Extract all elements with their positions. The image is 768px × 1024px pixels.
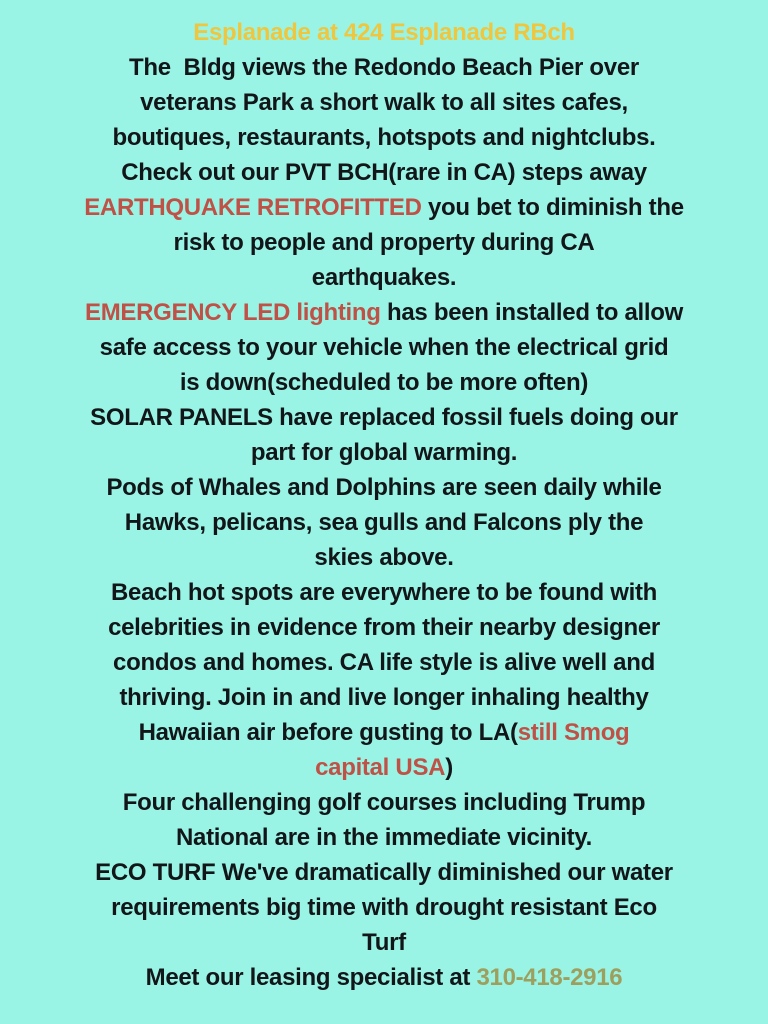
text-segment: Pods of Whales and Dolphins are seen daily while	[106, 474, 662, 501]
flyer-line-22	[22, 750, 746, 785]
flyer-title	[22, 15, 746, 50]
text-segment: risk to people and property during CA	[173, 229, 595, 256]
text-segment: has been installed to allow	[380, 299, 683, 326]
text-segment: you bet to diminish the	[421, 194, 684, 221]
flyer-line-13	[22, 435, 746, 470]
flyer-line-9	[22, 295, 746, 330]
text-segment: condos and homes. CA life style is alive well and	[113, 649, 655, 676]
flyer-line-3	[22, 85, 746, 120]
flyer-line-15	[22, 505, 746, 540]
flyer-line-8	[22, 260, 746, 295]
text-segment: Hawaiian air before gusting to LA(	[138, 719, 518, 746]
text-segment: skies above.	[314, 544, 454, 571]
flyer-line-10	[22, 330, 746, 365]
flyer-line-12	[22, 400, 746, 435]
text-segment: Four challenging golf courses including Trump	[122, 789, 646, 816]
flyer-line-19	[22, 645, 746, 680]
flyer-line-26	[22, 890, 746, 925]
flyer-line-11	[22, 365, 746, 400]
text-segment: boutiques, restaurants, hotspots and nightclubs.	[112, 124, 656, 151]
text-segment: requirements big time with drought resistant Eco	[111, 894, 657, 921]
text-segment: thriving. Join in and live longer inhaling healthy	[119, 684, 649, 711]
flyer-line-17	[22, 575, 746, 610]
flyer-line-6	[22, 190, 746, 225]
flyer-line-4	[22, 120, 746, 155]
flyer-line-25	[22, 855, 746, 890]
emergency-led-highlight: EMERGENCY LED lighting	[85, 299, 381, 326]
text-segment: ECO TURF We've dramatically diminished our water	[95, 859, 673, 886]
flyer-title-text: Esplanade at 424 Esplanade RBch	[193, 19, 575, 46]
text-segment: Meet our leasing specialist at	[145, 964, 477, 991]
flyer-line-16	[22, 540, 746, 575]
text-segment: veterans Park a short walk to all sites cafes,	[140, 89, 628, 116]
flyer-line-21	[22, 715, 746, 750]
text-segment: Hawks, pelicans, sea gulls and Falcons ply the	[124, 509, 644, 536]
text-segment: celebrities in evidence from their nearby designer	[108, 614, 660, 641]
flyer-line-20	[22, 680, 746, 715]
smog-highlight-1: still Smog	[517, 719, 630, 746]
flyer-line-5	[22, 155, 746, 190]
earthquake-retrofitted-highlight: EARTHQUAKE RETROFITTED	[84, 194, 422, 221]
text-segment: Check out our PVT BCH(rare in CA) steps away	[121, 159, 647, 186]
text-segment: part for global warming.	[250, 439, 518, 466]
text-segment: National are in the immediate vicinity.	[176, 824, 592, 851]
text-segment: safe access to your vehicle when the electrical grid	[99, 334, 669, 361]
phone-number: 310-418-2916	[476, 964, 623, 991]
flyer-line-2	[22, 50, 746, 85]
text-segment: is down(scheduled to be more often)	[179, 369, 589, 396]
flyer-line-7	[22, 225, 746, 260]
text-segment: SOLAR PANELS have replaced fossil fuels doing our	[90, 404, 678, 431]
flyer-line-18	[22, 610, 746, 645]
flyer-line-24	[22, 820, 746, 855]
flyer-line-28	[22, 960, 746, 995]
flyer-line-23	[22, 785, 746, 820]
text-segment: Beach hot spots are everywhere to be found with	[110, 579, 657, 606]
flyer-line-27	[22, 925, 746, 960]
smog-highlight-2: capital USA	[315, 754, 446, 781]
text-segment: )	[445, 754, 453, 781]
text-segment: The Bldg views the Redondo Beach Pier over	[129, 54, 639, 81]
text-segment: Turf	[362, 929, 406, 956]
flyer-text	[22, 15, 746, 995]
text-segment: earthquakes.	[311, 264, 457, 291]
flyer-line-14	[22, 470, 746, 505]
